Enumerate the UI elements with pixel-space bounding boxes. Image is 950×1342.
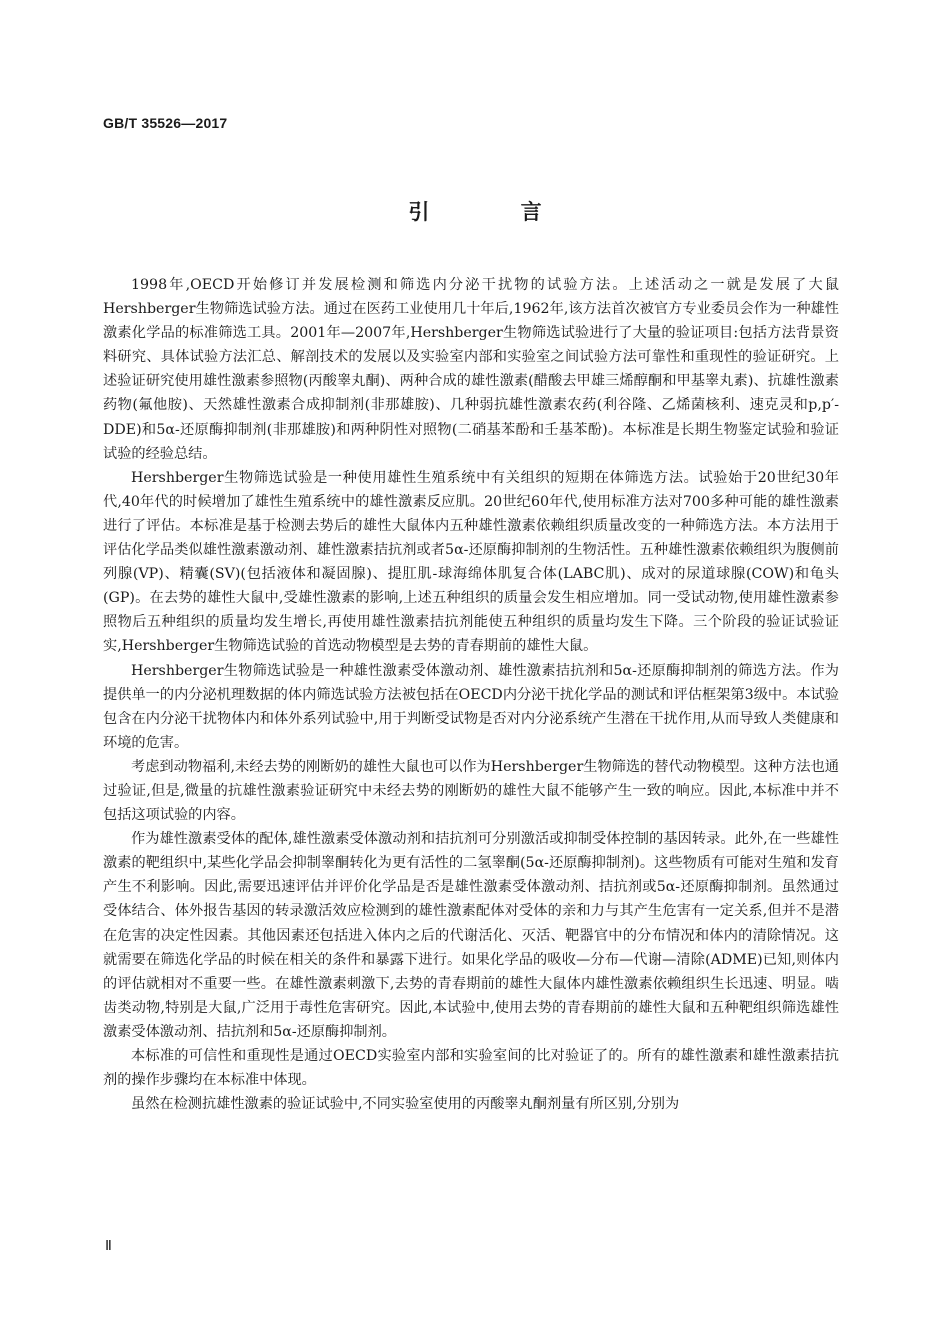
paragraph-2: Hershberger生物筛选试验是一种使用雄性生殖系统中有关组织的短期在体筛选方法。试验始于20世纪30年代,40年代的时候增加了雄性生殖系统中的雄性激素反应肌。20世纪60年代,使用标准方法对700多种可能的雄性激素进行了评估。本标准是基于检测去势后的雄性大鼠体内五种雄性激素依赖组织质量改变的一种筛选方法。本方法用于评估化学品类似雄性激素激动剂、雄性激素拮抗剂或者5α-还原酶抑制剂的生物活性。五种雄性激素依赖组织为腹侧前列腺(VP)、精囊(SV)(包括液体和凝固腺)、提肛肌-球海绵体肌复合体(LABC肌)、成对的尿道球腺(COW)和龟头(GP)。在去势的雄性大鼠中,受雄性激素的影响,上述五种组织的质量会发生相应增加。同一受试动物,使用雄性激素参照物后五种组织的质量均发生增长,再使用雄性激素拮抗剂能使五种组织的质量均发生下降。三个阶段的验证试验证实,Hershberger生物筛选试验的首选动物模型是去势的青春期前的雄性大鼠。 bbox=[103, 469, 839, 655]
paragraph-6: 本标准的可信性和重现性是通过OECD实验室内部和实验室间的比对验证了的。所有的雄性激素和雄性激素拮抗剂的操作步骤均在本标准中体现。 bbox=[103, 1048, 839, 1089]
paragraph-5: 作为雄性激素受体的配体,雄性激素受体激动剂和拮抗剂可分别激活或抑制受体控制的基因转录。此外,在一些雄性激素的靶组织中,某些化学品会抑制睾酮转化为更有活性的二氢睾酮(5α-还原酶抑制剂)。这些物质有可能对生殖和发育产生不利影响。因此,需要迅速评估并评价化学品是否是雄性激素受体激动剂、拮抗剂或5α-还原酶抑制剂。虽然通过受体结合、体外报告基因的转录激活效应检测到的雄性激素配体对受体的亲和力与其产生危害有一定关系,但并不是潜在危害的决定性因素。其他因素还包括进入体内之后的代谢活化、灭活、靶器官中的分布情况和体内的清除情况。这就需要在筛选化学品的时候在相关的条件和暴露下进行。如果化学品的吸收—分布—代谢—清除(ADME)已知,则体内的评估就相对不重要一些。在雄性激素刺激下,去势的青春期前的雄性大鼠体内雄性激素依赖组织生长迅速、明显。啮齿类动物,特别是大鼠,广泛用于毒性危害研究。因此,本试验中,使用去势的青春期前的雄性大鼠和五种靶组织筛选雄性激素受体激动剂、拮抗剂和5α-还原酶抑制剂。 bbox=[103, 831, 839, 1040]
page-number: Ⅱ bbox=[105, 1239, 112, 1254]
paragraph-4: 考虑到动物福利,未经去势的刚断奶的雄性大鼠也可以作为Hershberger生物筛选的替代动物模型。这种方法也通过验证,但是,微量的抗雄性激素验证研究中未经去势的刚断奶的雄性大鼠不能够产生一致的响应。因此,本标准中并不包括这项试验的内容。 bbox=[103, 758, 839, 824]
paragraph-1: 1998年,OECD开始修订并发展检测和筛选内分泌干扰物的试验方法。上述活动之一就是发展了大鼠Hershberger生物筛选试验方法。通过在医药工业使用几十年后,1962年,该方法首次被官方专业委员会作为一种雄性激素化学品的标准筛选工具。2001年—2007年,Hershberger生物筛选试验进行了大量的验证项目:包括方法背景资料研究、具体试验方法汇总、解剖技术的发展以及实验室内部和实验室之间试验方法可靠性和重现性的验证研究。上述验证研究使用雄性激素参照物(丙酸睾丸酮)、两种合成的雄性激素(醋酸去甲雄三烯醇酮和甲基睾丸素)、抗雄性激素药物(氟他胺)、天然雄性激素合成抑制剂(非那雄胺)、几种弱抗雄性激素农药(利谷隆、乙烯菌核利、速克灵和p,p′-DDE)和5α-还原酶抑制剂(非那雄胺)和两种阴性对照物(二硝基苯酚和壬基苯酚)。本标准是长期生物鉴定试验和验证试验的经验总结。 bbox=[103, 277, 839, 462]
introduction-body bbox=[103, 273, 839, 1116]
paragraph-3: Hershberger生物筛选试验是一种雄性激素受体激动剂、雄性激素拮抗剂和5α-还原酶抑制剂的筛选方法。作为提供单一的内分泌机理数据的体内筛选试验方法被包括在OECD内分泌干扰化学品的测试和评估框架第3级中。本试验包含在内分泌干扰物体内和体外系列试验中,用于判断受试物是否对内分泌系统产生潜在干扰作用,从而导致人类健康和环境的危害。 bbox=[103, 662, 839, 751]
standard-code: GB/T 35526—2017 bbox=[103, 115, 228, 131]
page-title: 引 言 bbox=[408, 200, 584, 224]
paragraph-7: 虽然在检测抗雄性激素的验证试验中,不同实验室使用的丙酸睾丸酮剂量有所区别,分别为 bbox=[131, 1096, 680, 1113]
